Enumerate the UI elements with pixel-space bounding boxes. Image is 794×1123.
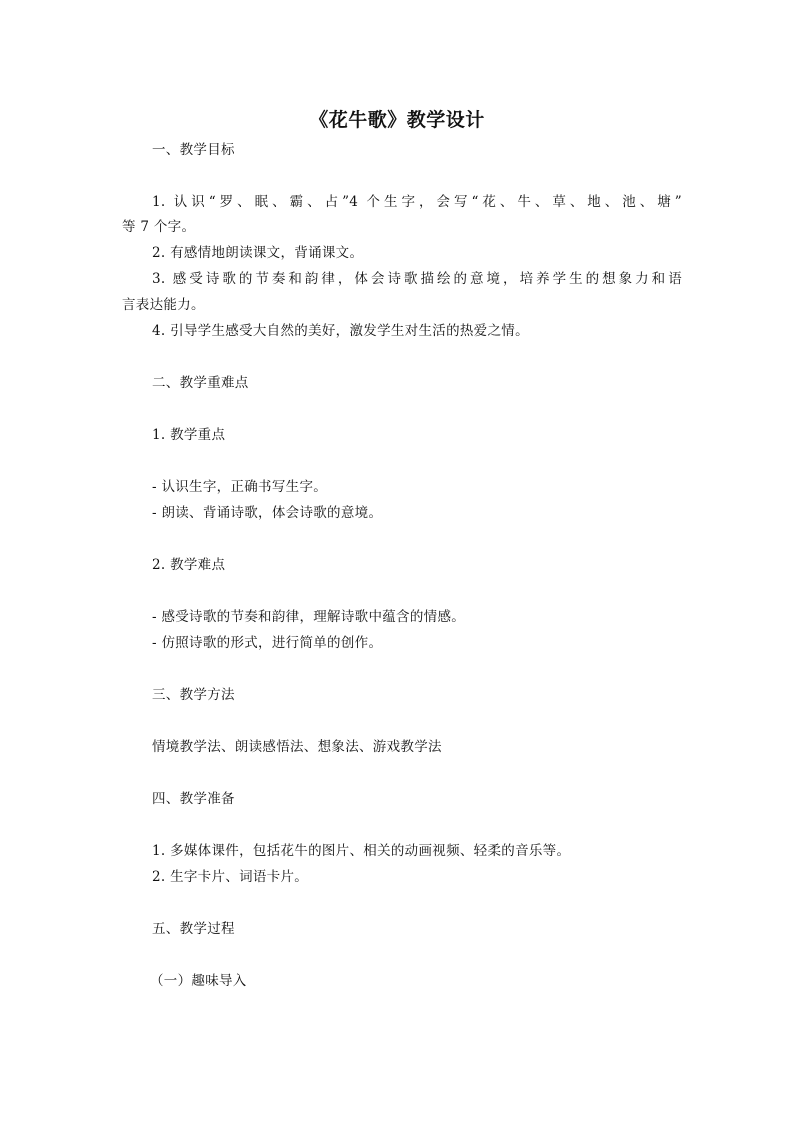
preparation-item-1: 1. 多媒体课件，包括花牛的图片、相关的动画视频、轻柔的音乐等。 [152,843,571,859]
section-heading-key-points: 二、教学重难点 [152,375,249,391]
goal-item-4: 4. 引导学生感受大自然的美好，激发学生对生活的热爱之情。 [152,323,529,339]
key-point-bullet-1: - 认识生字，正确书写生字。 [152,479,328,495]
goal-item-3-line-1: 3. 感受诗歌的节奏和韵律，体会诗歌描绘的意境，培养学生的想象力和语 [152,271,682,287]
section-heading-process: 五、教学过程 [152,921,235,937]
subheading-difficulties: 2. 教学难点 [152,557,226,573]
goal-item-3-line-2: 言表达能力。 [122,297,205,313]
subheading-key-points: 1. 教学重点 [152,427,226,443]
goal-item-2: 2. 有感情地朗读课文，背诵课文。 [152,245,364,261]
section-heading-methods: 三、教学方法 [152,687,235,703]
methods-body: 情境教学法、朗读感悟法、想象法、游戏教学法 [152,739,442,755]
document-title: 《花牛歌》教学设计 [309,109,485,131]
difficulty-bullet-1: - 感受诗歌的节奏和韵律，理解诗歌中蕴含的情感。 [152,609,466,625]
section-heading-goals: 一、教学目标 [152,142,235,158]
preparation-item-2: 2. 生字卡片、词语卡片。 [152,869,309,885]
goal-item-1-line-2: 等 7 个字。 [122,219,196,235]
key-point-bullet-2: - 朗读、背诵诗歌，体会诗歌的意境。 [152,505,383,521]
goal-item-1-line-1: 1. 认识“罗、眠、霸、占”4 个生字，会写“花、牛、草、地、池、塘” [152,194,682,210]
section-heading-preparation: 四、教学准备 [152,791,235,807]
process-subheading-intro: （一）趣味导入 [150,973,247,989]
difficulty-bullet-2: - 仿照诗歌的形式，进行简单的创作。 [152,635,383,651]
